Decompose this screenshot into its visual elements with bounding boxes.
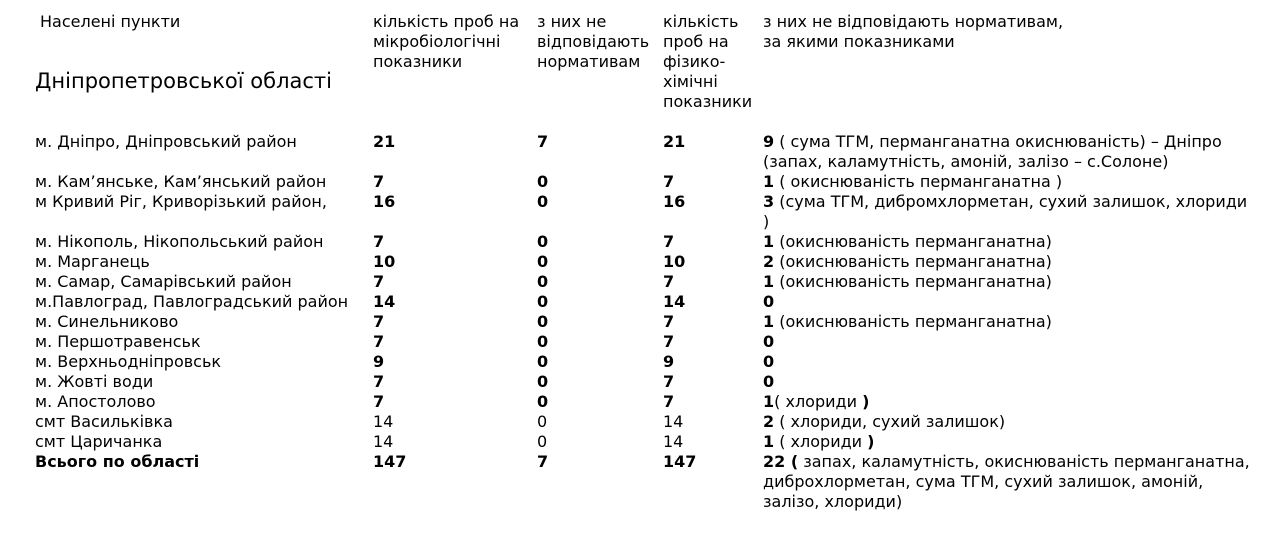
settlement-name: смт Царичанка	[35, 432, 163, 451]
table-body	[0, 132, 1261, 512]
chem-noncompliant-count: 3	[763, 192, 775, 211]
chem-samples-value: 14	[663, 412, 684, 431]
micro-noncompliant-value: 0	[537, 312, 549, 331]
total-row	[0, 452, 1261, 512]
chem-noncompliant-cell	[763, 352, 1253, 372]
chem-noncompliant-count: 1	[763, 172, 775, 191]
chem-noncompliant-detail: (окиснюваність перманганатна)	[774, 312, 1052, 331]
settlement-name: м. Самар, Самарівський район	[35, 272, 292, 291]
chem-noncompliant-detail: (окиснюваність перманганатна)	[774, 272, 1052, 291]
table-row	[0, 412, 1261, 432]
chem-noncompliant-detail: ( хлориди	[774, 392, 863, 411]
chem-noncompliant-detail: (окиснюваність перманганатна)	[774, 232, 1052, 251]
chem-samples-value: 14	[663, 292, 686, 311]
micro-samples-value: 10	[373, 252, 396, 271]
settlement-name: м. Першотравенськ	[35, 332, 201, 351]
micro-noncompliant-value: 0	[537, 232, 549, 251]
chem-noncompliant-detail: (окиснюваність перманганатна)	[774, 252, 1052, 271]
chem-noncompliant-detail: (сума ТГМ, дибромхлорметан, сухий залишок, хлориди )	[763, 192, 1248, 231]
table-row	[0, 372, 1261, 392]
chem-noncompliant-count: 1	[763, 392, 775, 411]
table-row	[0, 332, 1261, 352]
table-row	[0, 292, 1261, 312]
header-micro-noncompliant: з них не відповідають нормативам	[537, 12, 650, 71]
chem-noncompliant-detail: ( сума ТГМ, перманганатна окиснюваність) – Дніпро (запах, каламутність, амоній, залізо – с.Солоне)	[763, 132, 1222, 171]
chem-noncompliant-count: 1	[763, 312, 775, 331]
chem-noncompliant-count: 0	[763, 372, 775, 391]
chem-noncompliant-count: 1	[763, 432, 775, 451]
chem-noncompliant-count: 0	[763, 292, 775, 311]
chem-noncompliant-cell	[763, 292, 1253, 312]
micro-samples-value: 9	[373, 352, 385, 371]
table-row	[0, 252, 1261, 272]
micro-samples-value: 7	[373, 332, 385, 351]
chem-noncompliant-count: 1	[763, 232, 775, 251]
table-row	[0, 232, 1261, 252]
table-row	[0, 352, 1261, 372]
micro-noncompliant-value: 0	[537, 272, 549, 291]
micro-samples-value: 147	[373, 452, 407, 471]
micro-noncompliant-value: 7	[537, 452, 549, 471]
header-settlements: Населені пункти	[40, 12, 181, 31]
micro-noncompliant-value: 0	[537, 432, 548, 451]
table-row	[0, 192, 1261, 232]
chem-noncompliant-cell	[763, 252, 1253, 272]
chem-samples-value: 7	[663, 172, 675, 191]
micro-samples-value: 16	[373, 192, 396, 211]
chem-noncompliant-detail: ( хлориди, сухий залишок)	[774, 412, 1006, 431]
chem-noncompliant-count: 9	[763, 132, 775, 151]
chem-samples-value: 147	[663, 452, 697, 471]
chem-samples-value: 10	[663, 252, 686, 271]
micro-samples-value: 7	[373, 232, 385, 251]
chem-samples-value: 9	[663, 352, 675, 371]
chem-noncompliant-cell	[763, 432, 1253, 452]
table-row	[0, 392, 1261, 412]
header-chem-samples: кількість проб на фізико- хімічні показники	[663, 12, 753, 111]
header-micro-samples: кількість проб на мікробіологічні показники	[373, 12, 520, 71]
chem-samples-value: 14	[663, 432, 684, 451]
settlement-name: м. Верхньодніпровськ	[35, 352, 222, 371]
micro-samples-value: 14	[373, 292, 396, 311]
chem-noncompliant-detail: ( хлориди	[774, 432, 868, 451]
chem-noncompliant-cell	[763, 372, 1253, 392]
chem-samples-value: 7	[663, 392, 675, 411]
chem-samples-value: 7	[663, 332, 675, 351]
settlement-name: м. Жовті води	[35, 372, 154, 391]
micro-noncompliant-value: 0	[537, 352, 549, 371]
micro-noncompliant-value: 0	[537, 172, 549, 191]
settlement-name: Всього по області	[35, 452, 200, 471]
settlement-name: м. Кам’янське, Кам’янський район	[35, 172, 327, 191]
chem-samples-value: 7	[663, 372, 675, 391]
chem-noncompliant-count: 2	[763, 412, 775, 431]
micro-samples-value: 7	[373, 312, 385, 331]
micro-samples-value: 7	[373, 172, 385, 191]
table-row	[0, 172, 1261, 192]
micro-samples-value: 7	[373, 272, 385, 291]
micro-noncompliant-value: 0	[537, 192, 549, 211]
table-row	[0, 132, 1261, 172]
chem-noncompliant-cell	[763, 172, 1253, 192]
micro-noncompliant-value: 0	[537, 252, 549, 271]
settlement-name: м. Марганець	[35, 252, 150, 271]
settlement-name: смт Васильківка	[35, 412, 173, 431]
chem-samples-value: 7	[663, 272, 675, 291]
header-chem-noncompliant: з них не відповідають нормативам, за якими показниками	[763, 12, 1064, 51]
chem-noncompliant-cell	[763, 392, 1253, 412]
table-row	[0, 272, 1261, 292]
micro-samples-value: 14	[373, 432, 394, 451]
micro-samples-value: 21	[373, 132, 396, 151]
chem-noncompliant-count: 1	[763, 272, 775, 291]
chem-samples-value: 7	[663, 312, 675, 331]
chem-noncompliant-detail: ( окиснюваність перманганатна )	[774, 172, 1063, 191]
micro-noncompliant-value: 0	[537, 392, 549, 411]
settlement-name: м. Дніпро, Дніпровський район	[35, 132, 297, 151]
micro-samples-value: 7	[373, 392, 385, 411]
settlement-name: м.Павлоград, Павлоградський район	[35, 292, 349, 311]
micro-noncompliant-value: 7	[537, 132, 549, 151]
settlement-name: м. Апостолово	[35, 392, 156, 411]
micro-noncompliant-value: 0	[537, 412, 548, 431]
chem-noncompliant-detail: запах, каламутність, окиснюваність перманганатна, диброхлорметан, сума ТГМ, сухий залишок, амоній, залізо, хлориди)	[763, 452, 1250, 511]
chem-noncompliant-cell	[763, 312, 1253, 332]
table-row	[0, 432, 1261, 452]
chem-noncompliant-count: 0	[763, 332, 775, 351]
chem-noncompliant-cell	[763, 452, 1253, 512]
micro-samples-value: 14	[373, 412, 394, 431]
chem-noncompliant-cell	[763, 192, 1253, 232]
micro-samples-value: 7	[373, 372, 385, 391]
chem-samples-value: 7	[663, 232, 675, 251]
table-row	[0, 312, 1261, 332]
chem-noncompliant-count: 0	[763, 352, 775, 371]
chem-samples-value: 21	[663, 132, 686, 151]
close-paren: )	[862, 392, 870, 411]
open-paren: (	[785, 452, 799, 471]
chem-noncompliant-count: 22	[763, 452, 786, 471]
chem-noncompliant-cell	[763, 332, 1253, 352]
header-region: Дніпропетровської області	[35, 69, 332, 93]
chem-noncompliant-cell	[763, 132, 1253, 172]
micro-noncompliant-value: 0	[537, 292, 549, 311]
chem-samples-value: 16	[663, 192, 686, 211]
settlement-name: м. Синельниково	[35, 312, 179, 331]
chem-noncompliant-cell	[763, 232, 1253, 252]
chem-noncompliant-cell	[763, 412, 1253, 432]
chem-noncompliant-count: 2	[763, 252, 775, 271]
settlement-name: м. Нікополь, Нікопольський район	[35, 232, 324, 251]
settlement-name: м Кривий Ріг, Криворізький район,	[35, 192, 327, 211]
close-paren: )	[867, 432, 875, 451]
micro-noncompliant-value: 0	[537, 372, 549, 391]
micro-noncompliant-value: 0	[537, 332, 549, 351]
chem-noncompliant-cell	[763, 272, 1253, 292]
